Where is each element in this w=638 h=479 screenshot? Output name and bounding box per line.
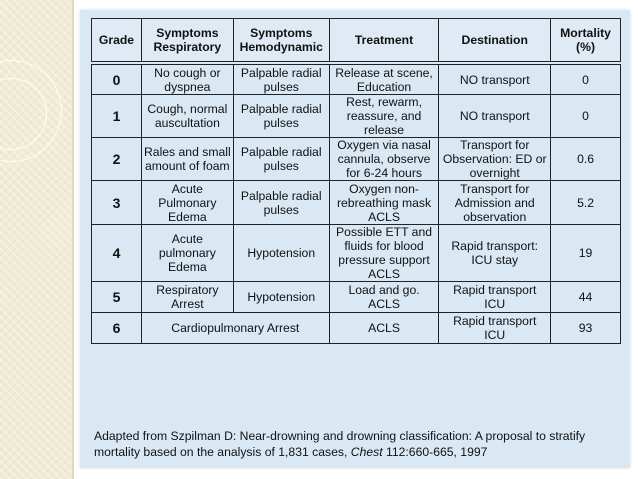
drowning-classification-table <box>91 18 621 344</box>
treatment-cell: ACLS <box>329 313 439 344</box>
caption-journal: Chest <box>350 445 383 459</box>
mortality-cell: 93 <box>551 313 621 344</box>
respiratory-cell: No cough or dyspnea <box>141 63 233 95</box>
destination-cell: Rapid transport: ICU stay <box>439 225 551 282</box>
destination-cell: Rapid transport ICU <box>439 282 551 313</box>
mortality-cell: 0 <box>551 95 621 138</box>
mortality-cell: 44 <box>551 282 621 313</box>
table-row <box>92 282 621 313</box>
destination-cell: Rapid transport ICU <box>439 313 551 344</box>
header-cell: Destination <box>439 19 551 64</box>
grade-cell: 1 <box>92 95 142 138</box>
treatment-cell: Oxygen via nasal cannula, observe for 6-24 hours <box>329 138 439 181</box>
mortality-cell: 0.6 <box>551 138 621 181</box>
table-row <box>92 138 621 181</box>
treatment-cell: Oxygen non-rebreathing mask ACLS <box>329 181 439 225</box>
table-row <box>92 63 621 95</box>
caption-text: Adapted from Szpilman D: Near-drowning and drowning classification: A proposal to stratify mortality based on the analysis of 1,831 cases, <box>94 429 586 459</box>
destination-cell: NO transport <box>439 63 551 95</box>
grade-cell: 3 <box>92 181 142 225</box>
respiratory-cell: Acute pulmonary Edema <box>141 225 233 282</box>
hemodynamic-cell: Hypotension <box>233 282 329 313</box>
respiratory-cell: Rales and small amount of foam <box>141 138 233 181</box>
table-row <box>92 95 621 138</box>
grade-cell: 0 <box>92 63 142 95</box>
mortality-cell: 0 <box>551 63 621 95</box>
grade-cell: 5 <box>92 282 142 313</box>
respiratory-cell: Cough, normal auscultation <box>141 95 233 138</box>
decorative-left-band <box>0 0 74 479</box>
destination-cell: Transport for Observation: ED or overnight <box>439 138 551 181</box>
table-header-row <box>92 19 621 64</box>
hemodynamic-cell: Palpable radial pulses <box>233 95 329 138</box>
table-row <box>92 181 621 225</box>
hemodynamic-cell: Hypotension <box>233 225 329 282</box>
table-row <box>92 313 621 344</box>
treatment-cell: Rest, rewarm, reassure, and release <box>329 95 439 138</box>
header-cell: Symptoms Hemodynamic <box>233 19 329 64</box>
mortality-cell: 19 <box>551 225 621 282</box>
treatment-cell: Release at scene, Education <box>329 63 439 95</box>
header-cell: Treatment <box>329 19 439 64</box>
slide-card <box>80 10 630 468</box>
header-cell: Grade <box>92 19 142 64</box>
hemodynamic-cell: Palpable radial pulses <box>233 63 329 95</box>
source-caption <box>94 428 624 460</box>
destination-cell: Transport for Admission and observation <box>439 181 551 225</box>
mortality-cell: 5.2 <box>551 181 621 225</box>
header-cell: Mortality (%) <box>551 19 621 64</box>
header-cell: Symptoms Respiratory <box>141 19 233 64</box>
grade-cell: 6 <box>92 313 142 344</box>
grade-cell: 2 <box>92 138 142 181</box>
hemodynamic-cell: Palpable radial pulses <box>233 138 329 181</box>
respiratory-cell: Respiratory Arrest <box>141 282 233 313</box>
caption-citation: 112:660-665, 1997 <box>382 445 488 459</box>
combined-symptoms-cell: Cardiopulmonary Arrest <box>141 313 329 344</box>
grade-cell: 4 <box>92 225 142 282</box>
respiratory-cell: Acute Pulmonary Edema <box>141 181 233 225</box>
table-row <box>92 225 621 282</box>
hemodynamic-cell: Palpable radial pulses <box>233 181 329 225</box>
band-divider <box>72 0 74 479</box>
treatment-cell: Load and go. ACLS <box>329 282 439 313</box>
treatment-cell: Possible ETT and fluids for blood pressure support ACLS <box>329 225 439 282</box>
destination-cell: NO transport <box>439 95 551 138</box>
